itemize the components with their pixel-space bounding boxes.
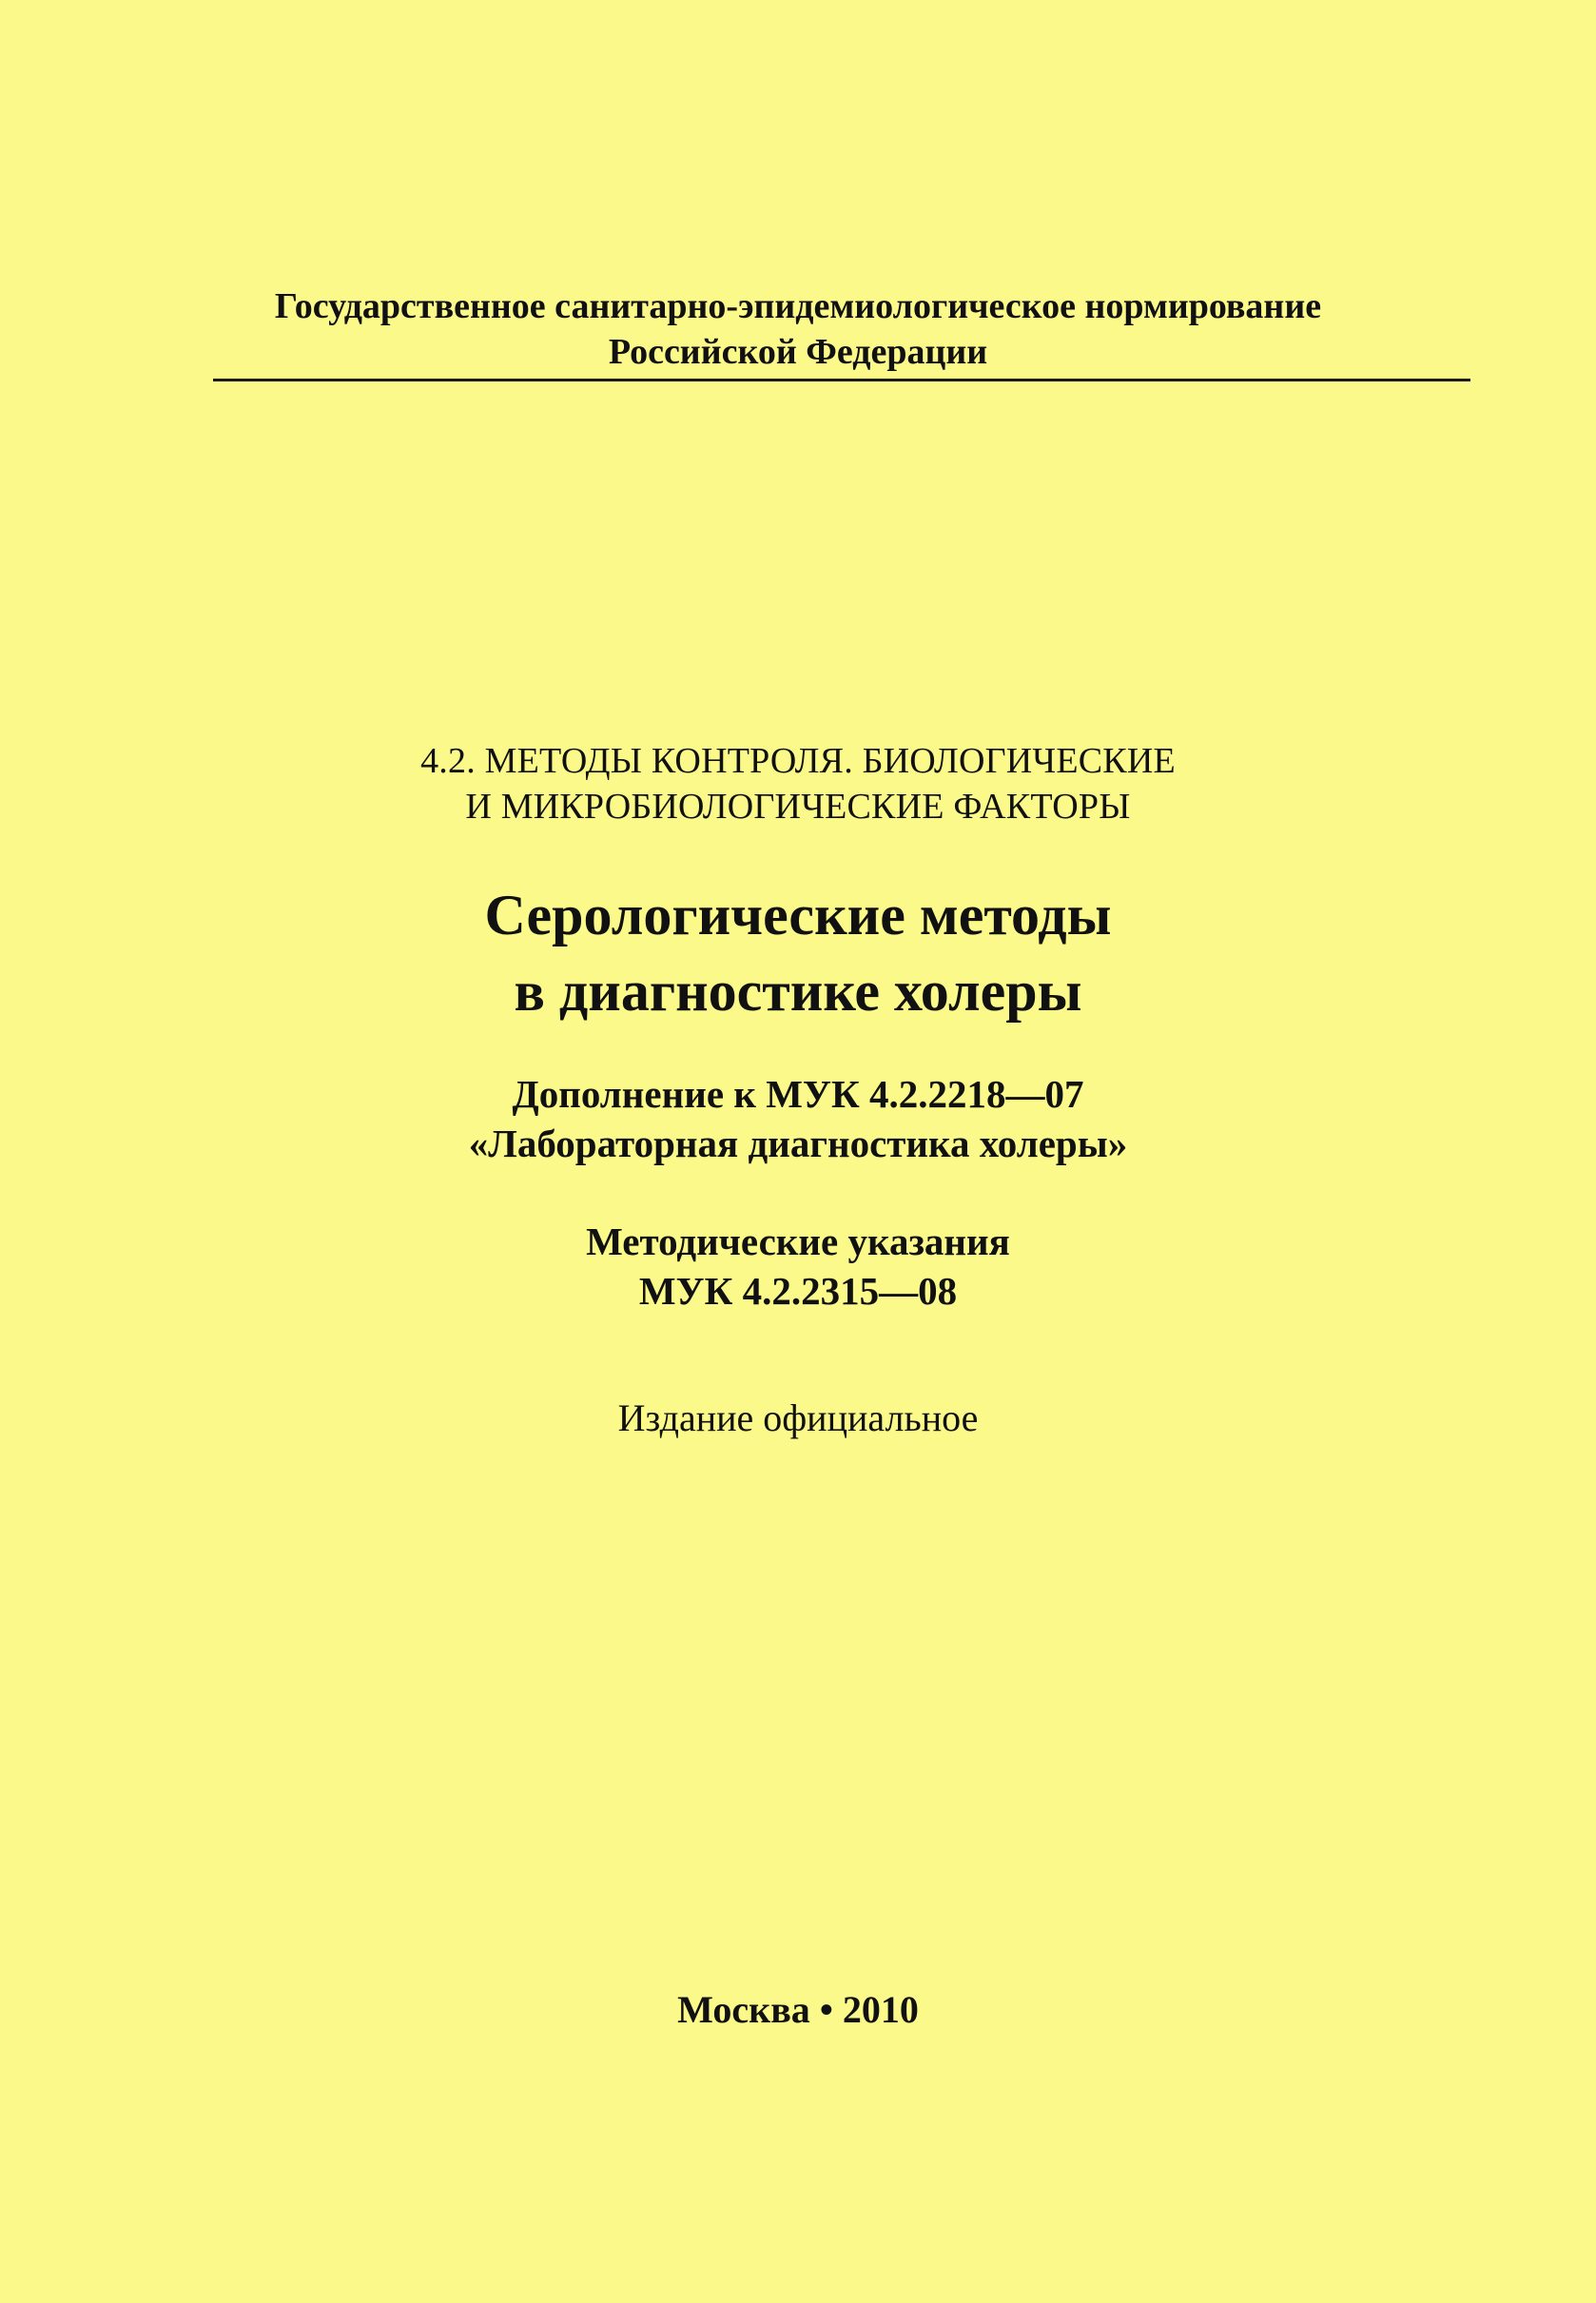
supplement-note <box>0 1069 1596 1168</box>
header-line-2: Российской Федерации <box>608 332 988 372</box>
series-line-2: И МИКРОБИОЛОГИЧЕСКИЕ ФАКТОРЫ <box>465 787 1131 827</box>
imprint-year: 2010 <box>842 1988 919 2031</box>
document-title <box>0 877 1596 1029</box>
issuing-authority-header <box>0 283 1596 375</box>
supplement-line-1: Дополнение к МУК 4.2.2218—07 <box>512 1072 1084 1116</box>
header-divider <box>213 379 1470 381</box>
imprint-separator: • <box>819 1988 833 2031</box>
supplement-line-2: «Лабораторная диагностика холеры» <box>468 1122 1128 1165</box>
header-line-1: Государственное санитарно-эпидемиологическое нормирование <box>274 286 1322 326</box>
edition-label <box>0 1395 1596 1442</box>
doc-type-line-2: МУК 4.2.2315—08 <box>638 1269 958 1313</box>
edition-text: Издание официальное <box>617 1396 979 1439</box>
series-heading <box>0 738 1596 829</box>
series-line-1: 4.2. МЕТОДЫ КОНТРОЛЯ. БИОЛОГИЧЕСКИЕ <box>420 741 1176 781</box>
imprint-city: Москва <box>677 1988 810 2031</box>
document-type <box>0 1217 1596 1316</box>
doc-type-line-1: Методические указания <box>586 1220 1010 1263</box>
title-line-1: Серологические методы <box>484 884 1112 947</box>
title-line-2: в диагностике холеры <box>514 960 1082 1023</box>
imprint <box>0 1986 1596 2034</box>
imprint-line <box>0 1986 1596 2034</box>
